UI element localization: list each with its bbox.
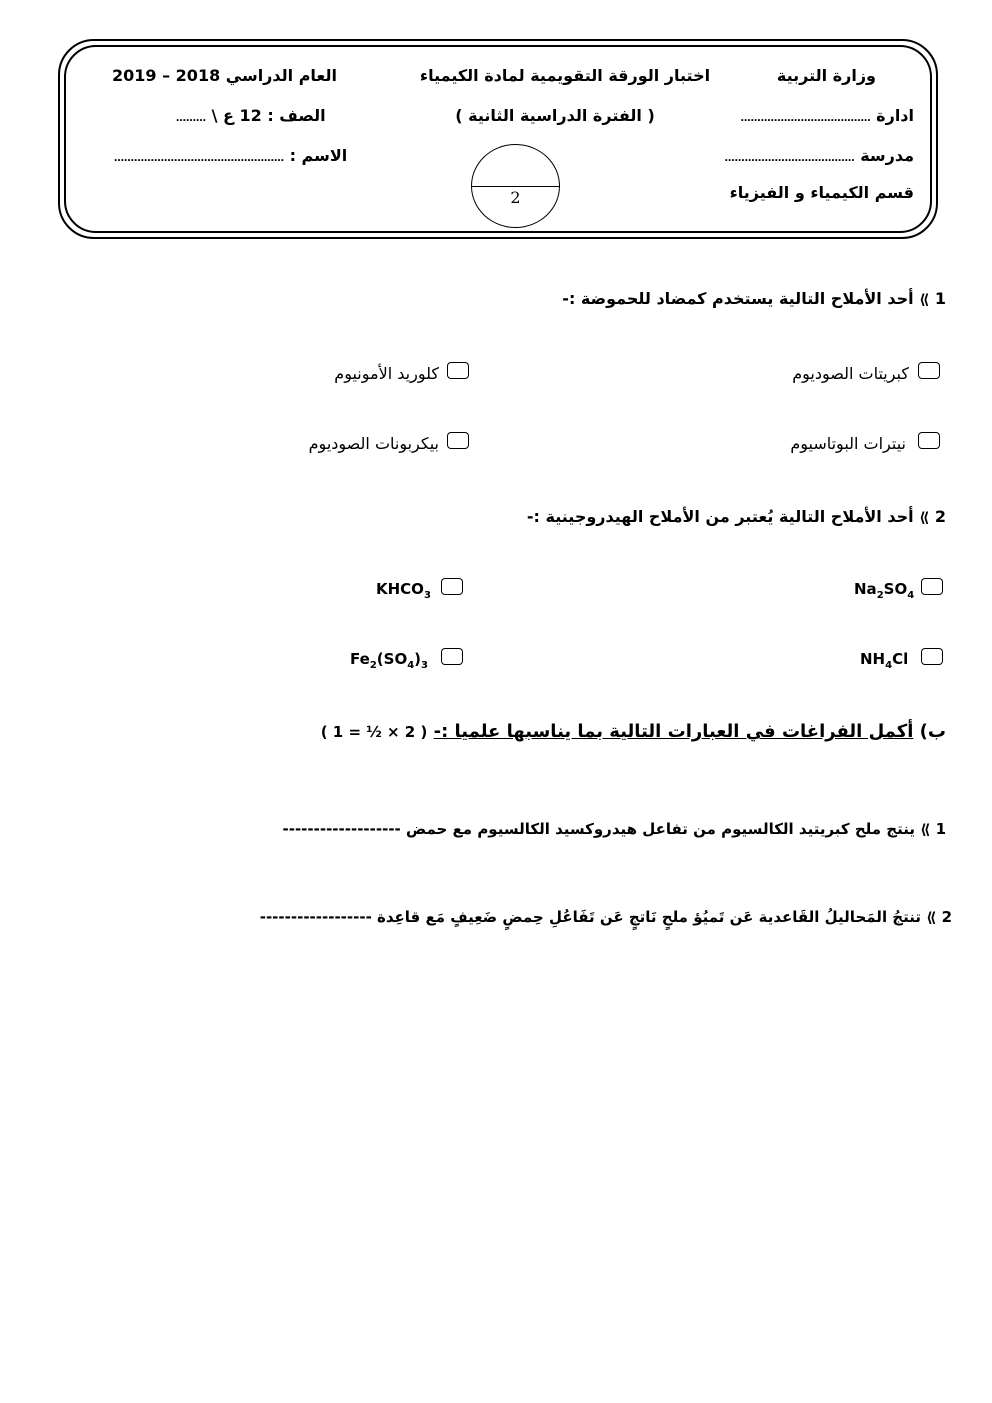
section-b-title <box>321 721 946 742</box>
school-blank[interactable]: ………………………………… <box>724 153 855 164</box>
q2-option-4-checkbox[interactable] <box>441 648 463 665</box>
q1-option-3-checkbox[interactable] <box>918 432 940 449</box>
statement-1-marker-icon: ⟫ <box>920 822 931 838</box>
grade-total: 2 <box>510 188 521 207</box>
q2-option-4-formula: $Fe_2(SO_4)_3$ <box>350 650 428 671</box>
q1-marker-icon: ⟫ <box>919 292 930 308</box>
exam-title: اختبار الورقة التقويمية لمادة الكيمياء <box>419 66 711 85</box>
grade-divider <box>472 186 559 187</box>
administration-blank[interactable]: ………………………………… <box>740 113 871 124</box>
class-label: الصف : 12 ع \ <box>211 106 326 125</box>
q2-option-3-formula: $NH_4Cl$ <box>860 650 909 671</box>
q2-number: 2 <box>934 507 946 526</box>
statement-2-number: 2 <box>941 908 952 926</box>
q1-option-1-label: كبريتات الصوديوم <box>792 364 909 383</box>
statement-1-number: 1 <box>935 820 946 838</box>
section-b-instruction: أكمل الفراغات في العبارات التالية بما يناسبها علميا :- <box>433 721 914 742</box>
q2-option-1-formula: $Na_2SO_4$ <box>854 580 915 601</box>
q1-option-2-checkbox[interactable] <box>447 362 469 379</box>
q1-option-4-label: بيكربونات الصوديوم <box>308 434 439 453</box>
grade-oval <box>471 144 560 228</box>
q1-number: 1 <box>934 289 946 308</box>
q2-option-3-checkbox[interactable] <box>921 648 943 665</box>
statement-1-text: ينتج ملح كبريتيد الكالسيوم من تفاعل هيدروكسيد الكالسيوم مع حمض ------------------- <box>282 820 915 838</box>
period-label: ( الفترة الدراسية الثانية ) <box>455 106 655 125</box>
q2-text: أحد الأملاح التالية يُعتبر من الأملاح الهيدروجينية :- <box>526 507 914 526</box>
statement-1 <box>283 820 947 838</box>
q2-title <box>527 507 946 526</box>
q1-text: أحد الأملاح التالية يستخدم كمضاد للحموضة :- <box>562 289 914 308</box>
q2-marker-icon: ⟫ <box>919 510 930 526</box>
statement-2-marker-icon: ⟫ <box>926 910 937 926</box>
department-label: قسم الكيمياء و الفيزياء <box>729 183 914 202</box>
name-label: الاسم : <box>289 146 348 165</box>
school-label: مدرسة <box>860 146 914 165</box>
administration-row <box>741 106 914 125</box>
q2-option-2-checkbox[interactable] <box>441 578 463 595</box>
q1-option-2-label: كلوريد الأمونيوم <box>334 364 439 383</box>
school-row <box>725 146 914 165</box>
q2-option-2-formula: $KHCO_3$ <box>376 580 431 601</box>
q1-option-3-label: نيترات البوتاسيوم <box>790 434 906 453</box>
class-row <box>176 106 326 125</box>
section-b-prefix: ب) <box>919 721 946 742</box>
q2-option-1-checkbox[interactable] <box>921 578 943 595</box>
academic-year: العام الدراسي 2018 – 2019 <box>112 66 337 85</box>
name-blank[interactable]: …………………………………………… <box>114 153 284 164</box>
section-b-marks: ( 2 × ½ = 1 ) <box>320 723 428 741</box>
q1-option-1-checkbox[interactable] <box>918 362 940 379</box>
class-blank[interactable]: ……… <box>176 113 206 124</box>
administration-label: ادارة <box>876 106 914 125</box>
statement-2-text: تنتجُ المَحاليلُ القَاعدية عَن تَميُؤ ملحٍ نَاتجٍ عَن تَفَاعُلِ حِمضٍ ضَعِيفٍ مَع قاعِدة ------------------ <box>259 908 921 926</box>
q1-option-4-checkbox[interactable] <box>447 432 469 449</box>
statement-2 <box>260 908 952 926</box>
q1-title <box>562 289 946 308</box>
ministry-label: وزارة التربية <box>776 66 876 85</box>
name-row <box>114 146 347 165</box>
